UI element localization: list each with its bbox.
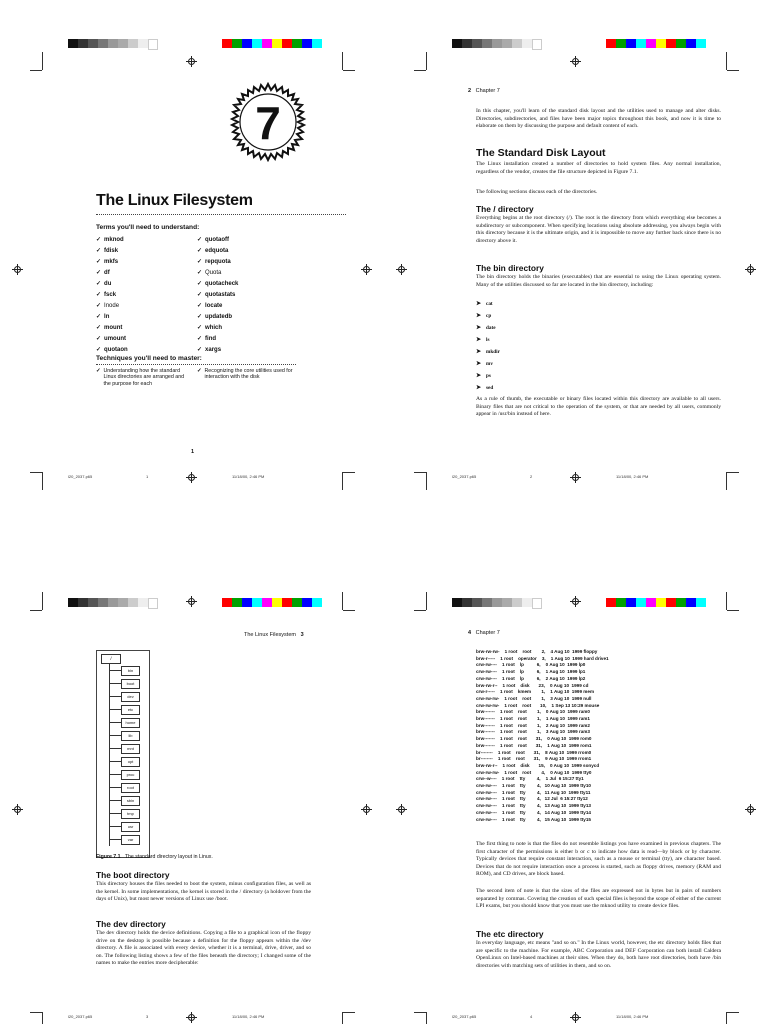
paragraph: The following sections discuss each of the directories. [476,189,598,195]
list-item: ➤ date [476,322,676,334]
paragraph: Everything begins at the root directory (/). The root is the directory from which everything else becomes a subdirectory or subcomponent. When specifying locations using absolute addressing, you always begin with this directory because it is the ultimate origin, and it is impossible to move any further back since there is no directory above it. [476,215,721,244]
check-icon: ✓ [96,314,102,320]
listing-line: crw-rw-rw- 1 root root 1, 3 Aug 10 1999 null [476,695,592,701]
term-item: ✓ quotastats [197,292,236,298]
list-item: ➤ cp [476,310,676,322]
term-item: ✓ mknod [96,237,124,243]
term-item: ✓ df [96,270,110,276]
section-heading: The / directory [476,204,534,214]
listing-line: crw-rw---- 1 root tty 4, 15 Aug 10 1999 tty15 [476,816,591,822]
listing-line: brw------- 1 root root 31, 1 Aug 10 1999 rom1 [476,742,592,748]
page-2 [384,0,768,512]
slug-date: 11/18/00, 2:46 PM [232,474,265,479]
listing-line: crw-rw---- 1 root tty 4, 12 Jul 6 15:27 tty12 [476,796,588,802]
tree-root-node: / [101,654,121,664]
term-item: ✓ quotaon [96,347,128,353]
figure-7-1 [96,650,150,858]
tree-node: root [121,783,140,793]
check-icon: ✓ [197,347,203,353]
registration-mark [745,804,756,815]
listing-line: br-------- 1 root root 31, 9 Aug 10 1999 rrom1 [476,756,592,762]
device-listing [476,649,726,823]
color-bar [222,39,322,48]
tree-node: mnt [121,744,140,754]
registration-mark [186,472,197,483]
check-icon: ✓ [197,259,203,265]
paragraph: The second item of note is that the sizes of the files are expressed not in bytes but in pairs of numbers separated by commas. Covering the creation of such special files is beyond the scope of either of the current LPI exams, but you should know that you must use the mknod utility to create device files. [476,888,721,910]
list-item: ➤ sed [476,382,676,394]
listing-line: crw-rw---- 1 root tty 4, 14 Aug 10 1999 tty14 [476,809,591,815]
paragraph: The Linux installation created a number of directories to hold system files. Any normal installation, regardless of the vendor, creates the file structure depicted in Figure 7.1. [476,161,721,175]
running-head: 4 Chapter 7 [468,630,500,636]
color-bar [606,598,706,607]
term-item: ✓ quotacheck [197,281,239,287]
slug-page: 4 [530,1014,533,1019]
page-number: 1 [191,449,195,455]
grayscale-bar [68,598,158,607]
techniques-heading: Techniques you'll need to master: [96,355,202,362]
term-item: ✓ updatedb [197,314,233,320]
listing-line: crw-rw---- 1 root lp 6, 1 Aug 10 1999 lp1 [476,669,586,675]
listing-line: brw------- 1 root root 31, 0 Aug 10 1999 rom0 [476,736,592,742]
paragraph: In everyday language, etc means "and so on." In the Linux world, however, the etc directory holds files that are specific to the machine. For example, ABC Corporation and DEF Corporation can both install Caldera OpenLinux on Intel-based machines at their sites. When they do, both have root directories, both have /bin directories with matching sets of utilities in them, and so on. [476,940,721,969]
term-item: ✓ quotaoff [197,237,230,243]
page-1 [0,0,384,512]
grayscale-bar [68,39,158,48]
check-icon: ✓ [96,336,102,342]
tree-node: boot [121,679,140,689]
term-item: ✓ mount [96,325,123,331]
slug-page: 2 [530,474,533,479]
listing-line: crw-rw---- 1 root tty 4, 10 Aug 10 1999 tty10 [476,783,591,789]
check-icon: ✓ [197,325,203,331]
registration-mark [186,596,197,607]
term-item: ✓ fdisk [96,248,119,254]
terms-list-right [197,235,238,356]
tree-node: etc [121,705,140,715]
listing-line: brw-rw-r-- 1 root disk 15, 0 Aug 10 1999 sonycd [476,762,600,768]
check-icon: ✓ [197,314,203,320]
check-icon: ✓ [96,270,102,276]
paragraph: The bin directory holds the binaries (executables) that are essential to using the Linux operating system. Many of the utilities discussed so far are located in the bin directory, including: [476,274,721,288]
term-item: ✓ umount [96,336,127,342]
registration-mark [186,1012,197,1023]
listing-line: crw-rw-rw- 1 root root 4, 0 Aug 10 1999 tty0 [476,769,592,775]
registration-mark [570,1012,581,1023]
listing-line: brw------- 1 root root 1, 1 Aug 10 1999 ram1 [476,716,590,722]
term-item: ✓ edquota [197,248,229,254]
check-icon: ✓ [96,292,102,298]
slug-file: l20_2037.p65 [452,474,477,479]
tree-node: dev [121,692,140,702]
paragraph: As a rule of thumb, the executable or binary files located within this directory are available to all users. Binary files that are not critical to the operation of the system, or that are needed by all users, commonly appear in /usr/bin instead of here. [476,396,721,418]
list-item: ➤ mv [476,358,676,370]
check-icon: ✓ [96,347,102,353]
list-item: ➤ mkdir [476,346,676,358]
list-item: ➤ cat [476,298,676,310]
section-heading: The bin directory [476,263,544,273]
listing-line: brw------- 1 root root 1, 0 Aug 10 1999 ram0 [476,709,590,715]
listing-line: crw-r----- 1 root kmem 1, 1 Aug 10 1999 mem [476,689,595,695]
term-item: ✓ ln [96,314,110,320]
listing-line: br-------- 1 root root 31, 8 Aug 10 1999 rrom0 [476,749,592,755]
tree-node: sbin [121,796,140,806]
term-item: ✓ xargs [197,347,222,353]
paragraph: This directory houses the files needed to boot the system, minus configuration files, as well as the kernel. In some implementations, the kernel is stored in the / directory (a holdover from the days of Unix), but most newer versions of Linux use /boot. [96,881,311,903]
registration-mark [570,596,581,607]
chapter-number: 7 [255,97,281,149]
tree-node: home [121,718,140,728]
check-icon: ✓ [96,303,102,309]
slug-date: 11/18/00, 2:46 PM [616,474,649,479]
tree-node: bin [121,666,140,676]
listing-line: crw--w---- 1 root tty 4, 1 Jul 6 15:27 tty1 [476,776,584,782]
section-heading: The etc directory [476,929,544,939]
slug-date: 11/18/00, 2:46 PM [616,1014,649,1019]
intro-paragraph: In this chapter, you'll learn of the standard disk layout and the utilities used to manage and alter disks. Directories, subdirectories, and files have been major topics throughout this book, and now it is time to elaborate on them by discussing the purpose and default content of each. [476,108,721,130]
terms-list-left [96,235,128,356]
slug-page: 3 [146,1014,149,1019]
check-icon: ✓ [197,281,203,287]
slug-file: l20_2037.p65 [68,474,93,479]
listing-line: brw------- 1 root root 1, 3 Aug 10 1999 ram3 [476,729,590,735]
chapter-badge [228,82,308,162]
section-heading: The boot directory [96,870,170,880]
tree-node: tmp [121,809,140,819]
page-3 [0,512,384,1024]
paragraph: The dev directory holds the device definitions. Copying a file to a graphical icon of the floppy drive on the desktop is possible because a definition for the floppy appears within the /dev directory. A file is associated with every device, whether it is a terminal, drive, driver, and so on. The following listing shows a few of the files beneath the directory; I changed some of the names to make the entries more decipherable: [96,930,311,967]
grayscale-bar [452,598,542,607]
registration-mark [396,804,407,815]
color-bar [606,39,706,48]
registration-mark [745,264,756,275]
term-item: ✓ Quota [197,270,222,276]
registration-mark [12,264,23,275]
chapter-title: The Linux Filesystem [96,192,253,209]
term-item: ✓ locate [197,303,223,309]
listing-line: crw-rw---- 1 root tty 4, 13 Aug 10 1999 tty13 [476,803,591,809]
terms-heading: Terms you'll need to understand: [96,224,200,231]
term-item: ✓ fsck [96,292,117,298]
running-head: The Linux Filesystem 3 [244,632,304,638]
title-rule [96,214,346,215]
slug-date: 11/18/00, 2:46 PM [232,1014,265,1019]
tree-node: usr [121,822,140,832]
list-item: ➤ ls [476,334,676,346]
listing-line: crw-rw---- 1 root lp 6, 2 Aug 10 1999 lp2 [476,675,586,681]
term-item: ✓ repquota [197,259,231,265]
registration-mark [570,472,581,483]
registration-mark [361,804,372,815]
figure-caption: Figure 7.1 The standard directory layout in Linux. [96,854,213,860]
check-icon: ✓ [96,248,102,254]
term-item: ✓ du [96,281,112,287]
term-item: ✓ Inode [96,303,120,309]
check-icon: ✓ [96,325,102,331]
term-item: ✓ which [197,325,223,331]
listing-line: crw-rw-rw- 1 root root 10, 1 Sep 13 10:29 mouse [476,702,600,708]
slug-file: l20_2037.p65 [68,1014,93,1019]
paragraph: The first thing to note is that the files do not resemble listings you have examined in previous chapters. The first character of the permissions is either b or c to indicate how data is read—by block or by character. Typically devices that require constant interaction, such as a mouse or terminal (tty), are character based. Devices that do not require interaction once a process is started, such as floppy drives, memory (RAM and ROM), and CD drives, are block based. [476,841,721,878]
listing-line: brw-rw-r-- 1 root disk 23, 0 Aug 10 1999 cd [476,682,589,688]
check-icon: ✓ [197,270,203,276]
listing-line: crw-rw---- 1 root tty 4, 11 Aug 10 1999 tty11 [476,789,591,795]
tree-node: opt [121,757,140,767]
registration-mark [570,56,581,67]
techniques-rule [96,364,296,365]
tree-node: lib [121,731,140,741]
listing-line: brw------- 1 root root 1, 2 Aug 10 1999 ram2 [476,722,590,728]
check-icon: ✓ [197,248,203,254]
registration-mark [186,56,197,67]
check-icon: ✓ [96,237,102,243]
check-icon: ✓ [197,303,203,309]
slug-file: l20_2037.p65 [452,1014,477,1019]
check-icon: ✓ [96,281,102,287]
registration-mark [396,264,407,275]
listing-line: crw-rw---- 1 root lp 6, 0 Aug 10 1999 lp0 [476,662,586,668]
list-item: ➤ ps [476,370,676,382]
check-icon: ✓ [96,259,102,265]
check-icon: ✓ [197,292,203,298]
tree-node: var [121,835,140,845]
listing-line: brw-r----- 1 root operator 3, 1 Aug 10 1999 hard drive1 [476,655,609,661]
registration-mark [361,264,372,275]
bin-utility-list [476,298,676,394]
technique-item: ✓ Recognizing the core utilities used for interaction with the disk [197,368,293,381]
check-icon: ✓ [197,336,203,342]
section-heading: The dev directory [96,919,166,929]
registration-mark [12,804,23,815]
listing-line: brw-rw-rw- 1 root root 2, 4 Aug 10 1999 floppy [476,649,598,654]
term-item: ✓ mkfs [96,259,119,265]
technique-item: ✓ Understanding how the standard Linux directories are arranged and the purpose for each [96,368,185,387]
check-icon: ✓ [197,237,203,243]
page-4 [384,512,768,1024]
tree-node: proc [121,770,140,780]
term-item: ✓ find [197,336,217,342]
grayscale-bar [452,39,542,48]
running-head: 2 Chapter 7 [468,88,500,94]
color-bar [222,598,322,607]
section-heading: The Standard Disk Layout [476,147,606,159]
slug-page: 1 [146,474,149,479]
